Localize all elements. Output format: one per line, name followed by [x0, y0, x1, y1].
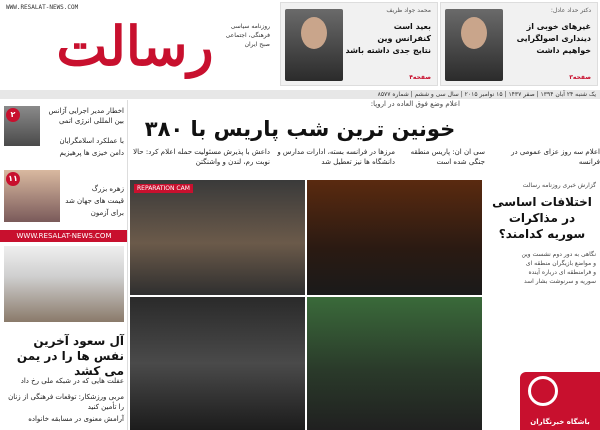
teaser-zarif[interactable]: [280, 2, 438, 86]
teaser-line: نتایج جدی داشته باشد: [345, 46, 431, 55]
site-url[interactable]: WWW.RESALAT-NEWS.COM: [6, 4, 79, 11]
left-column: [0, 100, 128, 430]
left-headline[interactable]: آل سعود آخرین نفس ها را در یمن می کشد: [16, 334, 124, 378]
site-band[interactable]: WWW.RESALAT-NEWS.COM: [0, 230, 128, 242]
report-line: و مواضع بازیگران منطقه ای: [525, 260, 596, 267]
teaser-page-ref: صفحه۳: [569, 74, 591, 81]
left-item[interactable]: آرامش معنوی در مسابقه خانواده: [28, 415, 124, 423]
page-badge: ۱۱: [6, 172, 20, 186]
masthead-subtitle: [190, 22, 270, 58]
teaser-line: بعید است: [393, 22, 431, 31]
left-item[interactable]: با عملکرد اسلامگرایان: [59, 137, 124, 145]
report-line: سوریه و سرنوشت بشار اسد: [523, 278, 596, 285]
left-item[interactable]: زهره بزرگ: [91, 185, 124, 193]
photo-caption-label: REPARATION CAM: [134, 184, 193, 193]
subheadline-item[interactable]: داعش با پذیرش مسئولیت حمله اعلام کرد: حالا نوبت رم، لندن و واشنگتن: [133, 148, 270, 166]
brand-badge[interactable]: [520, 372, 600, 430]
king-photo: [4, 246, 124, 322]
teaser-line: کنفرانس وین: [377, 34, 431, 43]
subheadline-item[interactable]: سی ان ان: پاریس منطقه جنگی شده است: [410, 148, 485, 166]
teaser-haddad-adel[interactable]: [440, 2, 598, 86]
subheadline-item[interactable]: مرزها در فرانسه بسته، ادارات مدارس و دانشگاه ها نیز تعطیل شد: [277, 148, 395, 166]
report-kicker: گزارش خبری روزنامه رسالت: [522, 182, 596, 189]
left-item[interactable]: مربی ورزشکار: توقعات فرهنگی از زنان را تأمین کنید: [8, 393, 124, 411]
teaser-line: خواهیم داشت: [536, 46, 591, 55]
left-item[interactable]: دامن خیزی ها پرهیزیم: [59, 149, 124, 157]
left-item[interactable]: قیمت های جهان شد: [65, 197, 124, 205]
report-line: نگاهی به دور دوم نشست وین: [521, 251, 596, 258]
page-badge: ۲: [6, 108, 20, 122]
teaser-line: دینداری اصولگرایی: [516, 34, 591, 43]
left-item[interactable]: اخطار مدیر اجرایی آژانس بین المللی انرژی اتمی: [48, 107, 124, 125]
left-item[interactable]: عفلت هایی که در شبکه ملی رخ داد: [20, 377, 124, 385]
masthead-sub-line: صبح ایران: [244, 41, 270, 48]
date-bar: یک شنبه ۲۴ آبان ۱۳۹۴ | صفر ۱۴۳۷ | ۱۵ نوامبر ۲۰۱۵ | سال سی و ششم | شماره ۸۵۷۷: [0, 90, 600, 99]
masthead: [0, 0, 600, 92]
teaser-line: غیرهای خوبی از: [526, 22, 591, 31]
paris-rescue-photo: [130, 180, 305, 295]
masthead-sub-line: روزنامه سیاسی: [230, 23, 270, 30]
hollande-photo: [130, 297, 305, 430]
report-body: [488, 250, 596, 286]
main-headline[interactable]: خونین ترین شب پاریس با ۳۸۰: [144, 117, 456, 141]
stadium-photo: [307, 297, 482, 430]
subheadline-row: [130, 147, 600, 179]
report-headline[interactable]: اختلافات اساسی در مذاکرات سوریه کدامند؟: [492, 195, 592, 241]
teaser-kicker: دکتر حداد عادل:: [550, 7, 591, 14]
left-item[interactable]: برای آزمون: [90, 209, 124, 217]
headline-kicker: اعلام وضع فوق العاده در اروپا:: [370, 100, 460, 108]
subheadline-item[interactable]: اعلام سه روز عزای عمومی در فرانسه: [511, 148, 600, 166]
masthead-sub-line: فرهنگی، اجتماعی: [225, 32, 270, 39]
report-line: و فرامنطقه ای درباره آینده: [528, 269, 596, 276]
brand-label: باشگاه خبرنگاران: [530, 418, 590, 426]
newspaper-logo: رسالت: [56, 14, 214, 78]
paris-cafe-photo: [307, 180, 482, 295]
teaser-page-ref: صفحه۴: [409, 74, 431, 81]
brand-circle-icon: [528, 376, 558, 406]
teaser-kicker: محمد جواد ظریف: [386, 7, 431, 14]
